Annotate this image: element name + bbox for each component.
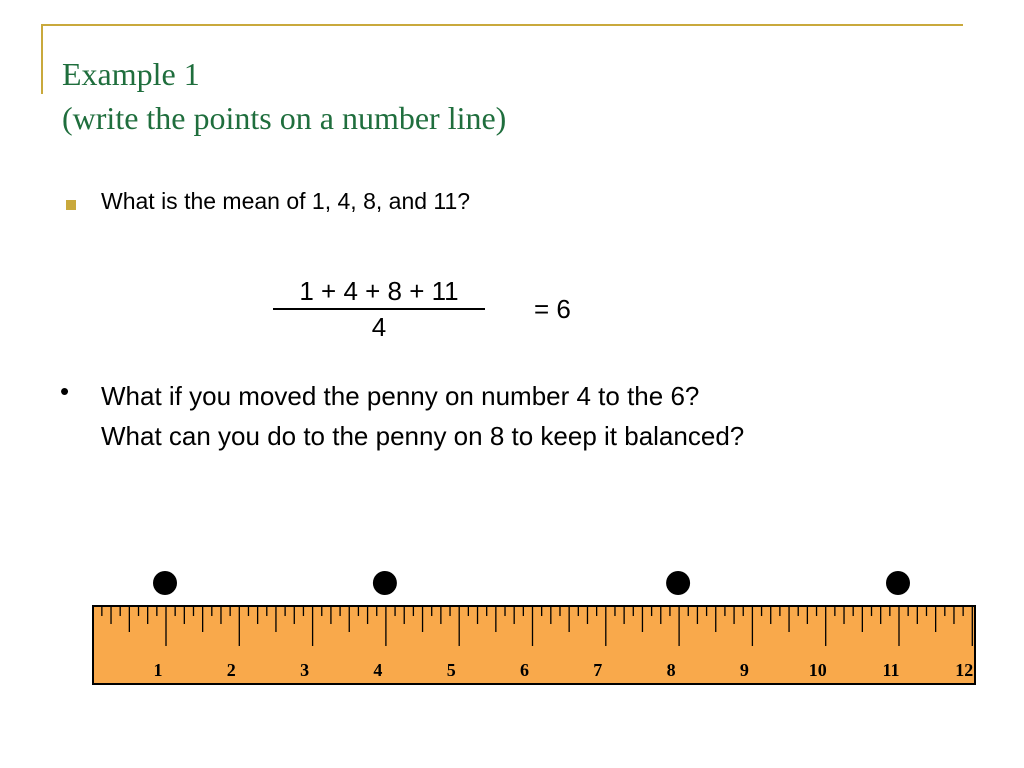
penny-dot — [373, 571, 397, 595]
ruler-tick-label: 6 — [520, 660, 529, 680]
ruler-tick-label: 9 — [739, 660, 749, 680]
fraction-numerator: 1 + 4 + 8 + 11 — [273, 276, 485, 310]
ruler-tick-label: 10 — [808, 660, 827, 680]
ruler-tick-label: 5 — [446, 660, 456, 680]
question-mean: What is the mean of 1, 4, 8, and 11? — [101, 188, 471, 214]
penny-dot — [153, 571, 177, 595]
ruler-tick-label: 11 — [882, 660, 900, 680]
ruler-tick-label: 2 — [226, 660, 236, 680]
ruler-tick-label: 8 — [666, 660, 676, 680]
round-bullet-icon: • — [60, 376, 70, 406]
penny-dot — [886, 571, 910, 595]
question-balance-line-2: What can you do to the penny on 8 to keep it balanced? — [101, 421, 745, 451]
ruler-tick-label: 4 — [373, 660, 383, 680]
title-line-1: Example 1 — [62, 56, 200, 92]
question-balance-line-1: What if you moved the penny on number 4 to the 6? — [101, 381, 700, 411]
title-line-2: (write the points on a number line) — [62, 100, 507, 136]
ruler-body — [93, 606, 975, 684]
fraction-denominator: 4 — [371, 312, 387, 342]
ruler-tick-label: 3 — [300, 660, 310, 680]
ruler-tick-label: 12 — [955, 660, 974, 680]
penny-dot — [666, 571, 690, 595]
ruler-tick-label: 7 — [593, 660, 603, 680]
pennies — [153, 571, 910, 595]
mean-result: = 6 — [534, 294, 571, 324]
ruler-tick-label: 1 — [153, 660, 163, 680]
